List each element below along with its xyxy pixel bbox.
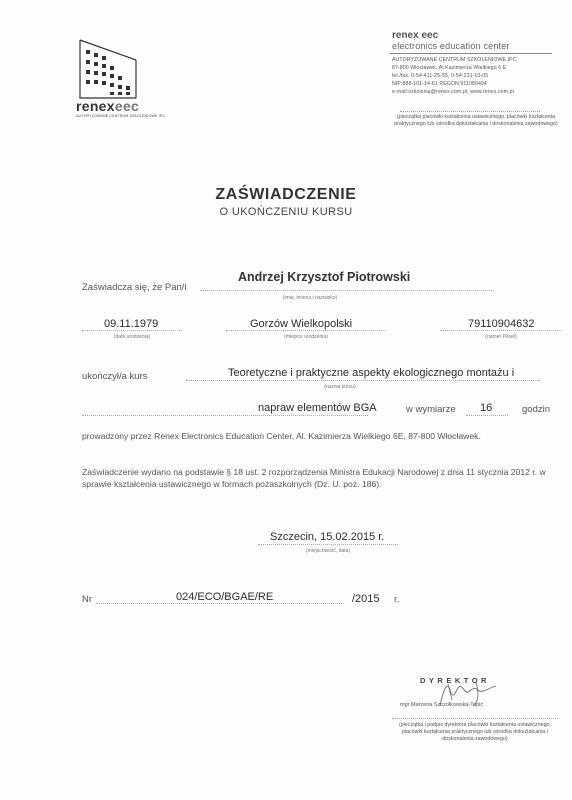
certify-label: Zaświadcza się, że Pan/i	[82, 282, 187, 293]
birth-place-line	[226, 330, 386, 331]
completed-label: ukończył/a kurs	[82, 371, 148, 382]
certificate-subtitle: O UKOŃCZENIU KURSU	[219, 206, 353, 218]
header-divider	[390, 53, 552, 54]
logo-tagline: AUTORYZOWANE CENTRUM SZKOLENIOWE IPC	[76, 114, 166, 118]
recipient-name: Andrzej Krzysztof Piotrowski	[238, 270, 411, 284]
course-hours: 16	[480, 402, 493, 414]
birth-date: 09.11.1979	[104, 318, 159, 330]
signatory-title: DYREKTOR	[420, 676, 490, 685]
place-date-caption: (miejscowość, data)	[305, 548, 351, 554]
course-line2-dotted	[82, 415, 368, 416]
number-label: Nr	[82, 594, 93, 605]
hours-dotted-line	[466, 415, 508, 416]
place-date: Szczecin, 15.02.2015 r.	[270, 531, 385, 543]
header-line: e-mail:szkolenia@renex.com.pl, www.renex.com.pl	[392, 89, 514, 95]
legal-basis-text: Zaświadczenie wydano na podstawie § 18 ust. 2 rozporządzenia Ministra Edukacji Narodowej z dnia 11 stycznia 2012 r. w sprawie kształcenia ustawicznego w formach pozaszkolnych (Dz. U. poz. 186).	[82, 467, 546, 489]
stamp-dotted-line	[400, 111, 540, 112]
number-suffix: r.	[394, 594, 400, 605]
birth-date-caption: (data urodzenia)	[113, 334, 151, 340]
birth-place-caption: (miejsce urodzenia)	[284, 334, 328, 340]
course-name-line2: napraw elementów BGA	[258, 402, 377, 414]
pesel-number: 79110904632	[468, 318, 535, 330]
hours-unit: godzin	[522, 404, 550, 415]
place-date-line	[258, 544, 398, 545]
logo-wordmark: renexeec	[76, 98, 140, 114]
number-dotted-line	[96, 603, 344, 604]
name-dotted-line	[200, 290, 492, 291]
birth-date-line	[82, 330, 182, 331]
hours-label: w wymiarze	[406, 404, 456, 415]
header-line: AUTORYZOWANE CENTRUM SZKOLENIOWE IPC	[392, 57, 517, 63]
header-company-name: renex eec	[392, 30, 439, 41]
signatory-name: mgr Marzena Szczołkowska-Topić	[400, 702, 484, 708]
course-name-line1: Teoretyczne i praktyczne aspekty ekologicznego montażu i	[228, 367, 515, 379]
conducted-by-text: prowadzony przez Renex Electronics Education Center, Al. Kazimierza Wielkiego 6E, 87-800 Włocławek.	[82, 431, 481, 441]
course-dotted-line	[186, 380, 540, 381]
certificate-title: ZAŚWIADCZENIE	[215, 186, 357, 203]
name-caption: (imię, imiona i nazwisko)	[282, 295, 338, 301]
pesel-line	[440, 330, 562, 331]
header-line: tel./fax. 0-54-411-25-55, 0-54-231-10-05	[392, 73, 489, 79]
signature-dotted-line	[392, 718, 558, 719]
number-year: /2015	[352, 593, 380, 605]
birth-place: Gorzów Wielkopolski	[250, 318, 353, 330]
pesel-caption: (numer Pesel)	[485, 334, 517, 340]
course-caption: (nazwa kursu)	[324, 384, 356, 390]
certificate-number: 024/ECO/BGAE/RE	[176, 591, 274, 603]
stamp-caption: (pieczątka placówki kształcenia ustawicznego, placówki kształcenia praktycznego lub ośrodka dokształcania i doskonalenia zawodowego)	[394, 114, 558, 127]
header-line: NIP:888-101-14-61 REGON:911080494	[392, 81, 487, 87]
header-company-subtitle: electronics education center	[392, 41, 510, 51]
signature-caption: (pieczątka i podpis dyrektora placówki kształcenia ustawicznego, placówki kształcenia praktycznego lub ośrodka dokształcania i doskonalenia zawodowego)	[399, 722, 551, 742]
header-line: 87-800 Włocławek, Al.Kazimierza Wielkiego 6 E	[392, 65, 507, 71]
